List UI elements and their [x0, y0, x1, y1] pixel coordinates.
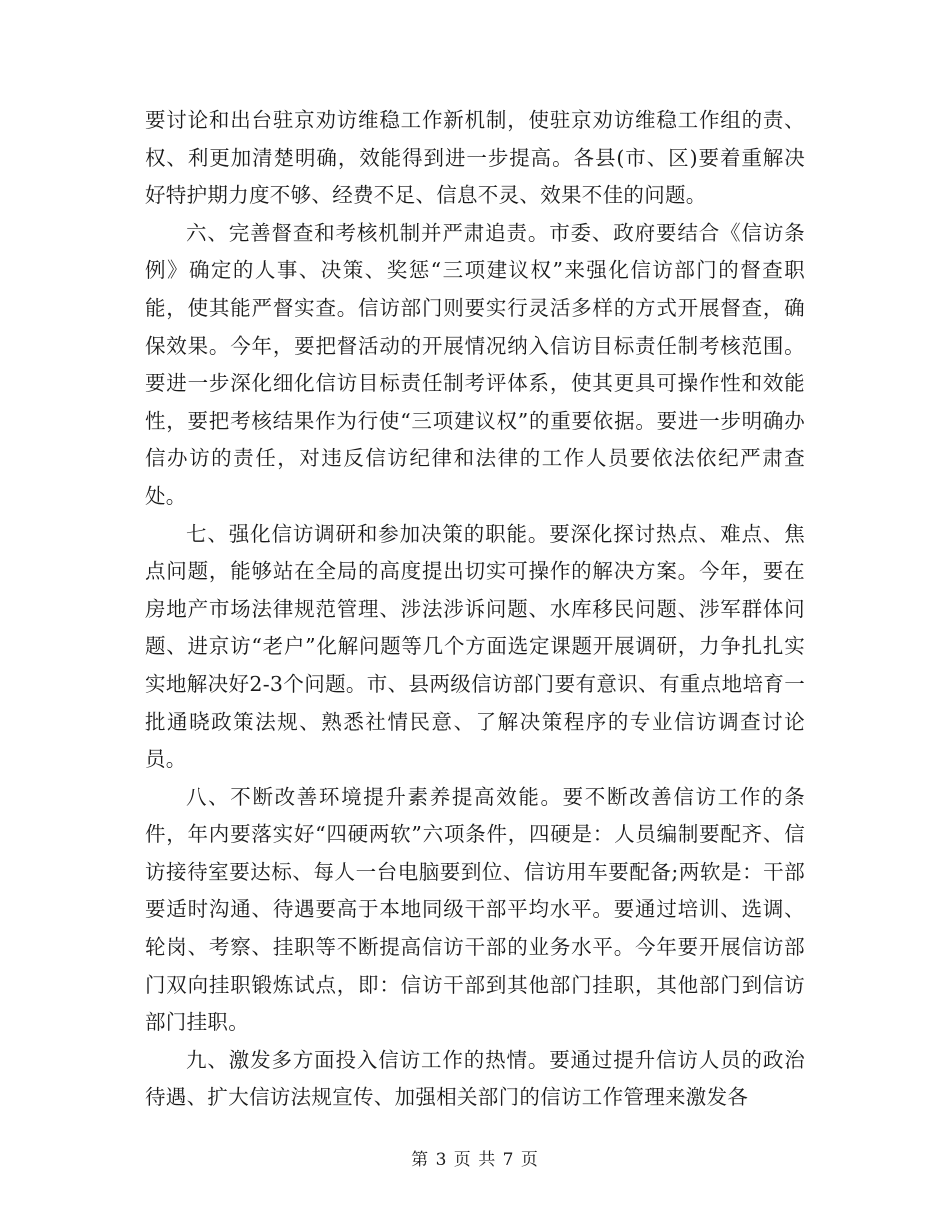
- paragraph-continuation: 要讨论和出台驻京劝访维稳工作新机制，使驻京劝访维稳工作组的责、权、利更加清楚明确，效能得到进一步提高。各县(市、区)要着重解决好特护期力度不够、经费不足、信息不灵、效果不佳的问题。: [145, 108, 805, 208]
- paragraph-section-seven: 七、强化信访调研和参加决策的职能。要深化探讨热点、难点、焦点问题，能够站在全局的高度提出切实可操作的解决方案。今年，要在房地产市场法律规范管理、涉法涉诉问题、水库移民问题、涉军群体问题、进京访“老户”化解问题等几个方面选定课题开展调研，力争扎扎实实地解决好2-3个问题。市、县两级信访部门要有意识、有重点地培育一批通晓政策法规、熟悉社情民意、了解决策程序的专业信访调查讨论员。: [145, 521, 805, 772]
- paragraph-section-eight: 八、不断改善环境提升素养提高效能。要不断改善信访工作的条件，年内要落实好“四硬两软”六项条件，四硬是：人员编制要配齐、信访接待室要达标、每人一台电脑要到位、信访用车要配备;两软是：干部要适时沟通、待遇要高于本地同级干部平均水平。要通过培训、选调、轮岗、考察、挂职等不断提高信访干部的业务水平。今年要开展信访部门双向挂职锻炼试点，即：信访干部到其他部门挂职，其他部门到信访部门挂职。: [145, 784, 805, 1035]
- paragraph-section-six: 六、完善督查和考核机制并严肃追责。市委、政府要结合《信访条例》确定的人事、决策、奖惩“三项建议权”来强化信访部门的督查职能，使其能严督实查。信访部门则要实行灵活多样的方式开展督查，确保效果。今年，要把督活动的开展情况纳入信访目标责任制考核范围。要进一步深化细化信访目标责任制考评体系，使其更具可操作性和效能性，要把考核结果作为行使“三项建议权”的重要依据。要进一步明确办信办访的责任，对违反信访纪律和法律的工作人员要依法依纪严肃查处。: [145, 220, 805, 508]
- paragraph-section-nine: 九、激发多方面投入信访工作的热情。要通过提升信访人员的政治待遇、扩大信访法规宣传、加强相关部门的信访工作管理来激发各: [145, 1047, 805, 1110]
- document-body: [145, 102, 805, 1117]
- page-number-footer: 第 3 页 共 7 页: [411, 1150, 539, 1170]
